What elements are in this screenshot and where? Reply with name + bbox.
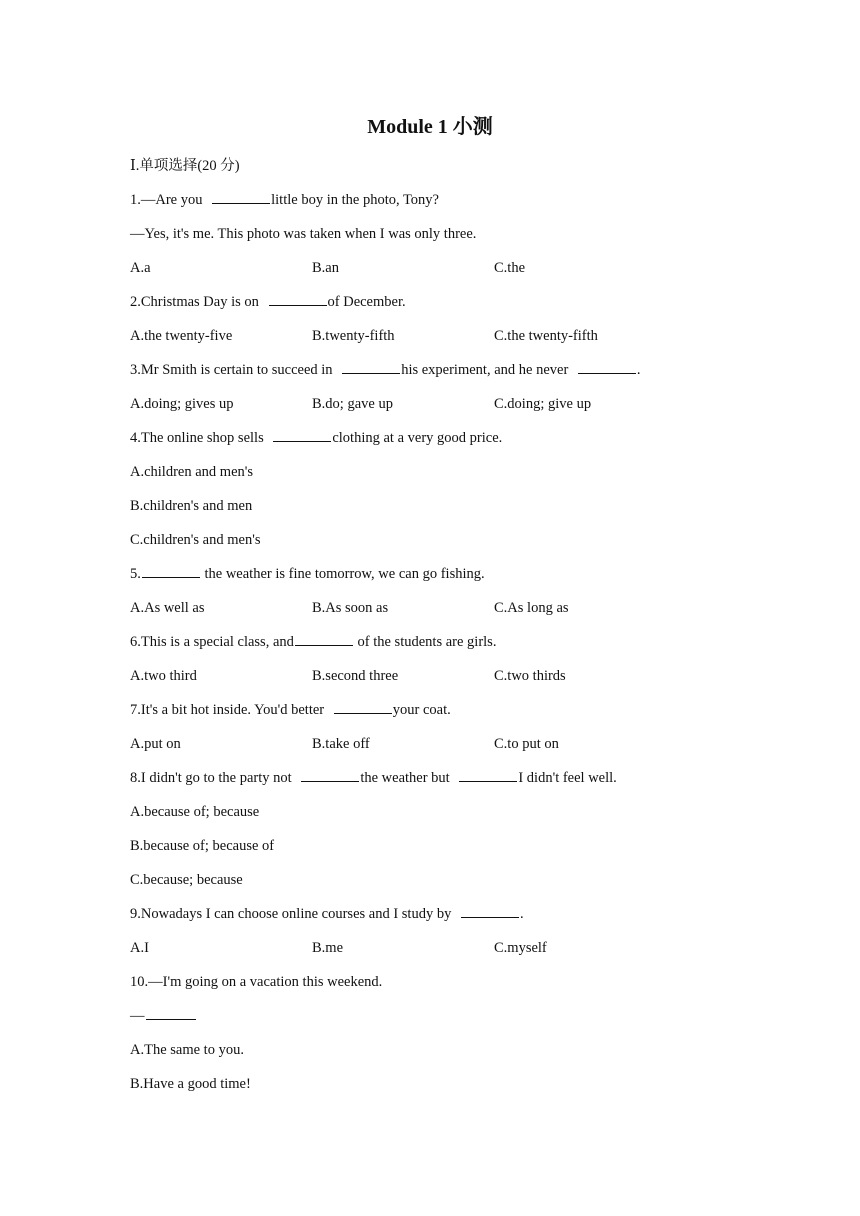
question-6-text-a: 6.This is a special class, and: [130, 634, 294, 650]
question-1-options: [130, 256, 770, 290]
option-b: B.because of; because of: [130, 838, 275, 854]
question-1-reply: —Yes, it's me. This photo was taken when I was only three.: [130, 226, 477, 242]
answer-blank: [459, 767, 517, 782]
question-9: [130, 902, 770, 936]
question-5-options: [130, 596, 770, 630]
answer-blank: [301, 767, 359, 782]
question-2-text-a: 2.Christmas Day is on: [130, 294, 263, 310]
question-9-text-b: .: [519, 906, 524, 922]
option-a: A.a: [130, 260, 151, 276]
option-a: A.As well as: [130, 600, 205, 616]
section-heading: Ⅰ.单项选择(20 分): [130, 158, 240, 174]
answer-blank: [295, 631, 353, 646]
option-c: C.children's and men's: [130, 532, 261, 548]
option-a: A.children and men's: [130, 464, 254, 480]
question-3-text-a: 3.Mr Smith is certain to succeed in: [130, 362, 337, 378]
question-2: [130, 290, 770, 324]
answer-blank: [146, 1005, 196, 1020]
answer-blank: [212, 189, 270, 204]
option-a: A.doing; gives up: [130, 396, 234, 412]
question-10-reply-dash: —: [130, 1008, 145, 1024]
question-10-reply: [130, 1004, 770, 1038]
option-c: C.As long as: [494, 600, 569, 616]
question-9-text-a: 9.Nowadays I can choose online courses and I study by: [130, 906, 455, 922]
answer-blank: [269, 291, 327, 306]
answer-blank: [334, 699, 392, 714]
question-6: [130, 630, 770, 664]
option-c: C.to put on: [494, 736, 559, 752]
question-7-text-a: 7.It's a bit hot inside. You'd better: [130, 702, 328, 718]
option-b: B.As soon as: [312, 600, 389, 616]
question-4-text-a: 4.The online shop sells: [130, 430, 268, 446]
option-c: C.the: [494, 260, 526, 276]
answer-blank: [578, 359, 636, 374]
option-b: B.children's and men: [130, 498, 253, 514]
option-c: C.myself: [494, 940, 547, 956]
question-8-text-c: I didn't feel well.: [518, 770, 617, 786]
question-5: [130, 562, 770, 596]
option-a: A.The same to you.: [130, 1042, 244, 1058]
question-3-options: [130, 392, 770, 426]
option-b: B.do; gave up: [312, 396, 393, 412]
question-7-options: [130, 732, 770, 766]
option-b: B.Have a good time!: [130, 1076, 251, 1092]
answer-blank: [142, 563, 200, 578]
option-b: B.twenty-fifth: [312, 328, 395, 344]
option-b: B.an: [312, 260, 339, 276]
question-5-text-a: 5.: [130, 566, 141, 582]
question-10: 10.—I'm going on a vacation this weekend.: [130, 974, 383, 990]
question-5-text-b: the weather is fine tomorrow, we can go fishing.: [200, 566, 485, 582]
option-c: C.the twenty-fifth: [494, 328, 598, 344]
option-c: C.two thirds: [494, 668, 566, 684]
option-c: C.because; because: [130, 872, 243, 888]
question-2-text-b: of December.: [327, 294, 406, 310]
question-9-options: [130, 936, 770, 970]
answer-blank: [461, 903, 519, 918]
option-a: A.because of; because: [130, 804, 260, 820]
question-3-text-c: .: [636, 362, 641, 378]
option-c: C.doing; give up: [494, 396, 592, 412]
question-7: [130, 698, 770, 732]
option-a: A.put on: [130, 736, 181, 752]
page-title: Module 1 小测: [367, 116, 493, 138]
option-b: B.second three: [312, 668, 399, 684]
option-b: B.take off: [312, 736, 370, 752]
answer-blank: [273, 427, 331, 442]
option-a: A.two third: [130, 668, 197, 684]
question-2-options: [130, 324, 770, 358]
question-list: [130, 154, 770, 1106]
answer-blank: [342, 359, 400, 374]
option-a: A.the twenty-five: [130, 328, 233, 344]
question-4-text-b: clothing at a very good price.: [332, 430, 503, 446]
question-8-text-b: the weather but: [360, 770, 454, 786]
question-1: [130, 188, 770, 222]
question-1-text-a: 1.—Are you: [130, 192, 207, 208]
option-a: A.I: [130, 940, 149, 956]
question-3: [130, 358, 770, 392]
question-4: [130, 426, 770, 460]
question-8: [130, 766, 770, 800]
question-7-text-b: your coat.: [392, 702, 451, 718]
question-6-text-b: of the students are girls.: [353, 634, 497, 650]
question-6-options: [130, 664, 770, 698]
question-1-text-b: little boy in the photo, Tony?: [271, 192, 439, 208]
question-3-text-b: his experiment, and he never: [401, 362, 572, 378]
option-b: B.me: [312, 940, 344, 956]
question-8-text-a: 8.I didn't go to the party not: [130, 770, 296, 786]
